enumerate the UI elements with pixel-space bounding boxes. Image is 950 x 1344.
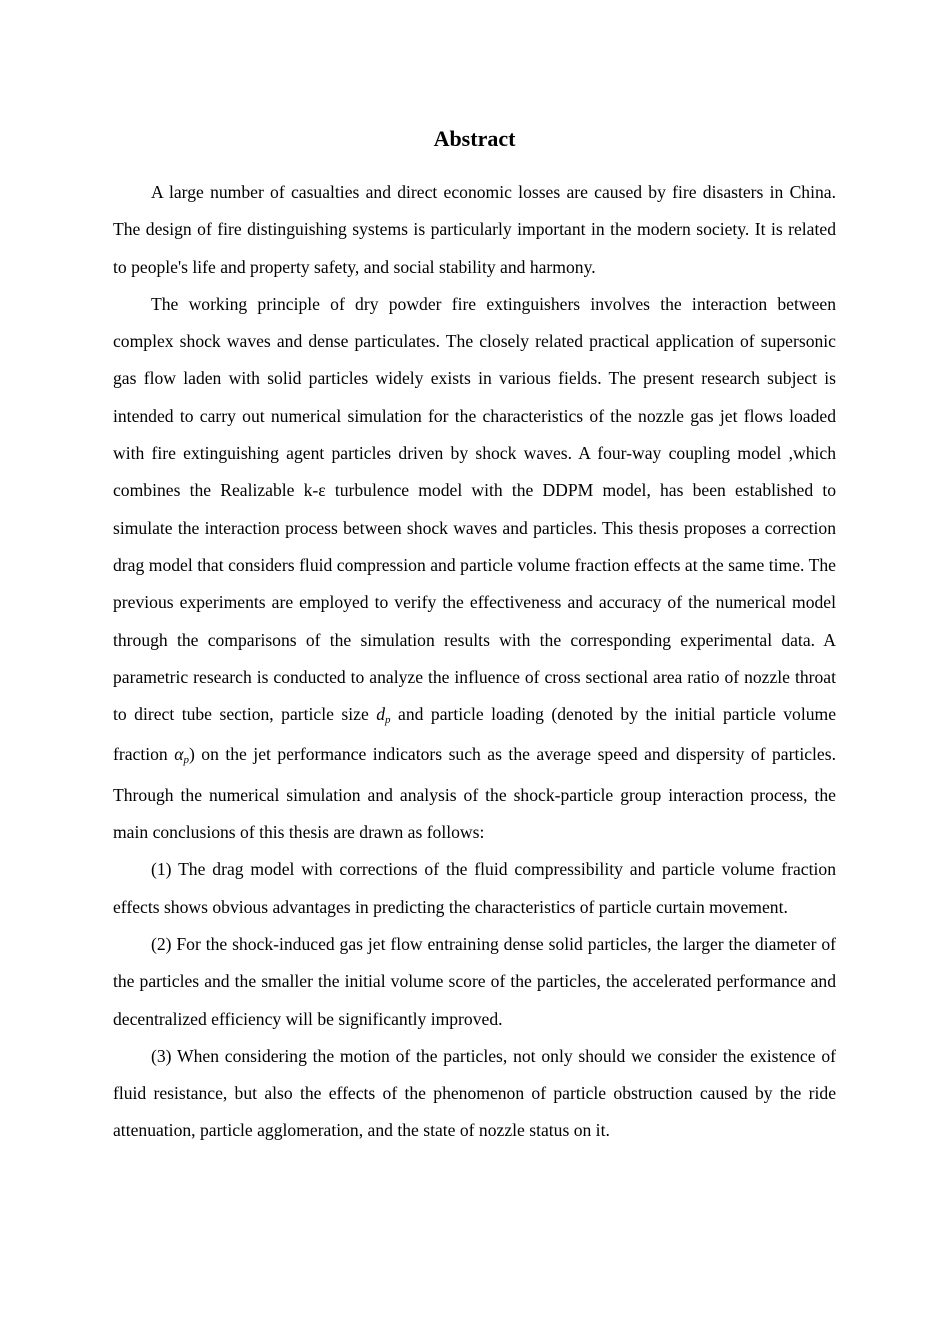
conclusion-3: (3) When considering the motion of the particles, not only should we consider the existence of fluid resistance, but also the effects of the phenomenon of particle obstruction caused by the ride attenuation, particle agglomeration, and the state of nozzle status on it. xyxy=(113,1045,836,1141)
volume-fraction-subscript: p xyxy=(183,754,189,767)
particle-size-symbol: d xyxy=(376,704,386,725)
paragraph-research xyxy=(113,286,836,851)
paragraph-research-text-3: ) on the jet performance indicators such as the average speed and dispersity of particles. Through the numerical simulation and analysis of the shock-particle group interaction process, the main conclusions of this thesis are drawn as follows: xyxy=(113,744,836,843)
paragraph-research-text-1: The working principle of dry powder fire extinguishers involves the interaction between complex shock waves and dense particulates. The closely related practical application of supersonic gas flow laden with solid particles widely exists in various fields. The present research subject is intended to carry out numerical simulation for the characteristics of the nozzle gas jet flows loaded with fire extinguishing agent particles driven by shock waves. A four-way coupling model ,which combines the Realizable k-ε turbulence model with the DDPM model, has been established to simulate the interaction process between shock waves and particles. This thesis proposes a correction drag model that considers fluid compression and particle volume fraction effects at the same time. The previous experiments are employed to verify the effectiveness and accuracy of the numerical model through the comparisons of the simulation results with the corresponding experimental data. A parametric research is conducted to analyze the influence of cross sectional area ratio of nozzle throat to direct tube section, particle size xyxy=(113,293,836,725)
conclusion-1: (1) The drag model with corrections of the fluid compressibility and particle volume fraction effects shows obvious advantages in predicting the characteristics of particle curtain movement. xyxy=(113,859,836,917)
conclusion-2: (2) For the shock-induced gas jet flow entraining dense solid particles, the larger the diameter of the particles and the smaller the initial volume score of the particles, the accelerated performance and decentralized efficiency will be significantly improved. xyxy=(113,933,836,1029)
volume-fraction-symbol: α xyxy=(174,744,184,765)
paragraph-intro: A large number of casualties and direct economic losses are caused by fire disasters in China. The design of fire distinguishing systems is particularly important in the modern society. It is related to people's life and property safety, and social stability and harmony. xyxy=(113,182,836,277)
abstract-page xyxy=(113,122,836,1150)
paragraph-research-text-2: and particle loading (denoted by the initial particle volume fraction xyxy=(113,704,837,765)
particle-size-subscript: p xyxy=(385,714,391,727)
page-title: Abstract xyxy=(433,126,516,151)
